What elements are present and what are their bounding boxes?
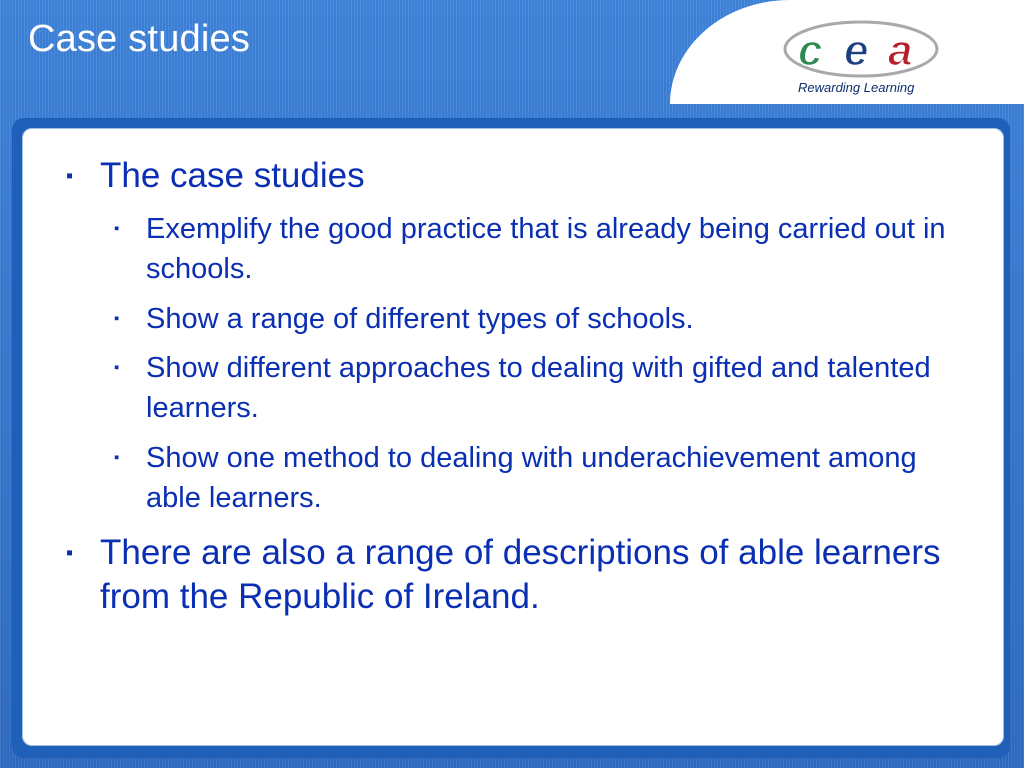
cea-logo-c: c — [798, 26, 823, 75]
cea-logo-e: e — [844, 26, 869, 75]
sub-bullet-text: Show one method to dealing with underachievement among able learners. — [146, 442, 917, 514]
slide-title: Case studies — [28, 18, 251, 60]
cea-logo-a: a — [888, 26, 913, 75]
bullet-marker-icon: ▪ — [114, 449, 120, 466]
sub-bullet-text: Exemplify the good practice that is already being carried out in schools. — [146, 213, 946, 285]
bullet-marker-icon: ▪ — [66, 165, 74, 187]
bullet-marker-icon: ▪ — [114, 359, 120, 376]
bullet-marker-icon: ▪ — [114, 310, 120, 327]
cea-logo — [782, 18, 942, 80]
sub-bullet-text: Show a range of different types of schools. — [146, 303, 694, 335]
slide-header — [0, 0, 1024, 104]
logo-tagline: Rewarding Learning — [798, 80, 915, 95]
bullet-marker-icon: ▪ — [66, 542, 74, 564]
bullet-text: The case studies — [100, 156, 365, 195]
logo-panel — [670, 0, 1024, 104]
bullet-marker-icon: ▪ — [114, 220, 120, 237]
bullet-text: There are also a range of descriptions of able learners from the Republic of Ireland. — [100, 533, 941, 616]
sub-bullet-text: Show different approaches to dealing with gifted and talented learners. — [146, 352, 931, 424]
